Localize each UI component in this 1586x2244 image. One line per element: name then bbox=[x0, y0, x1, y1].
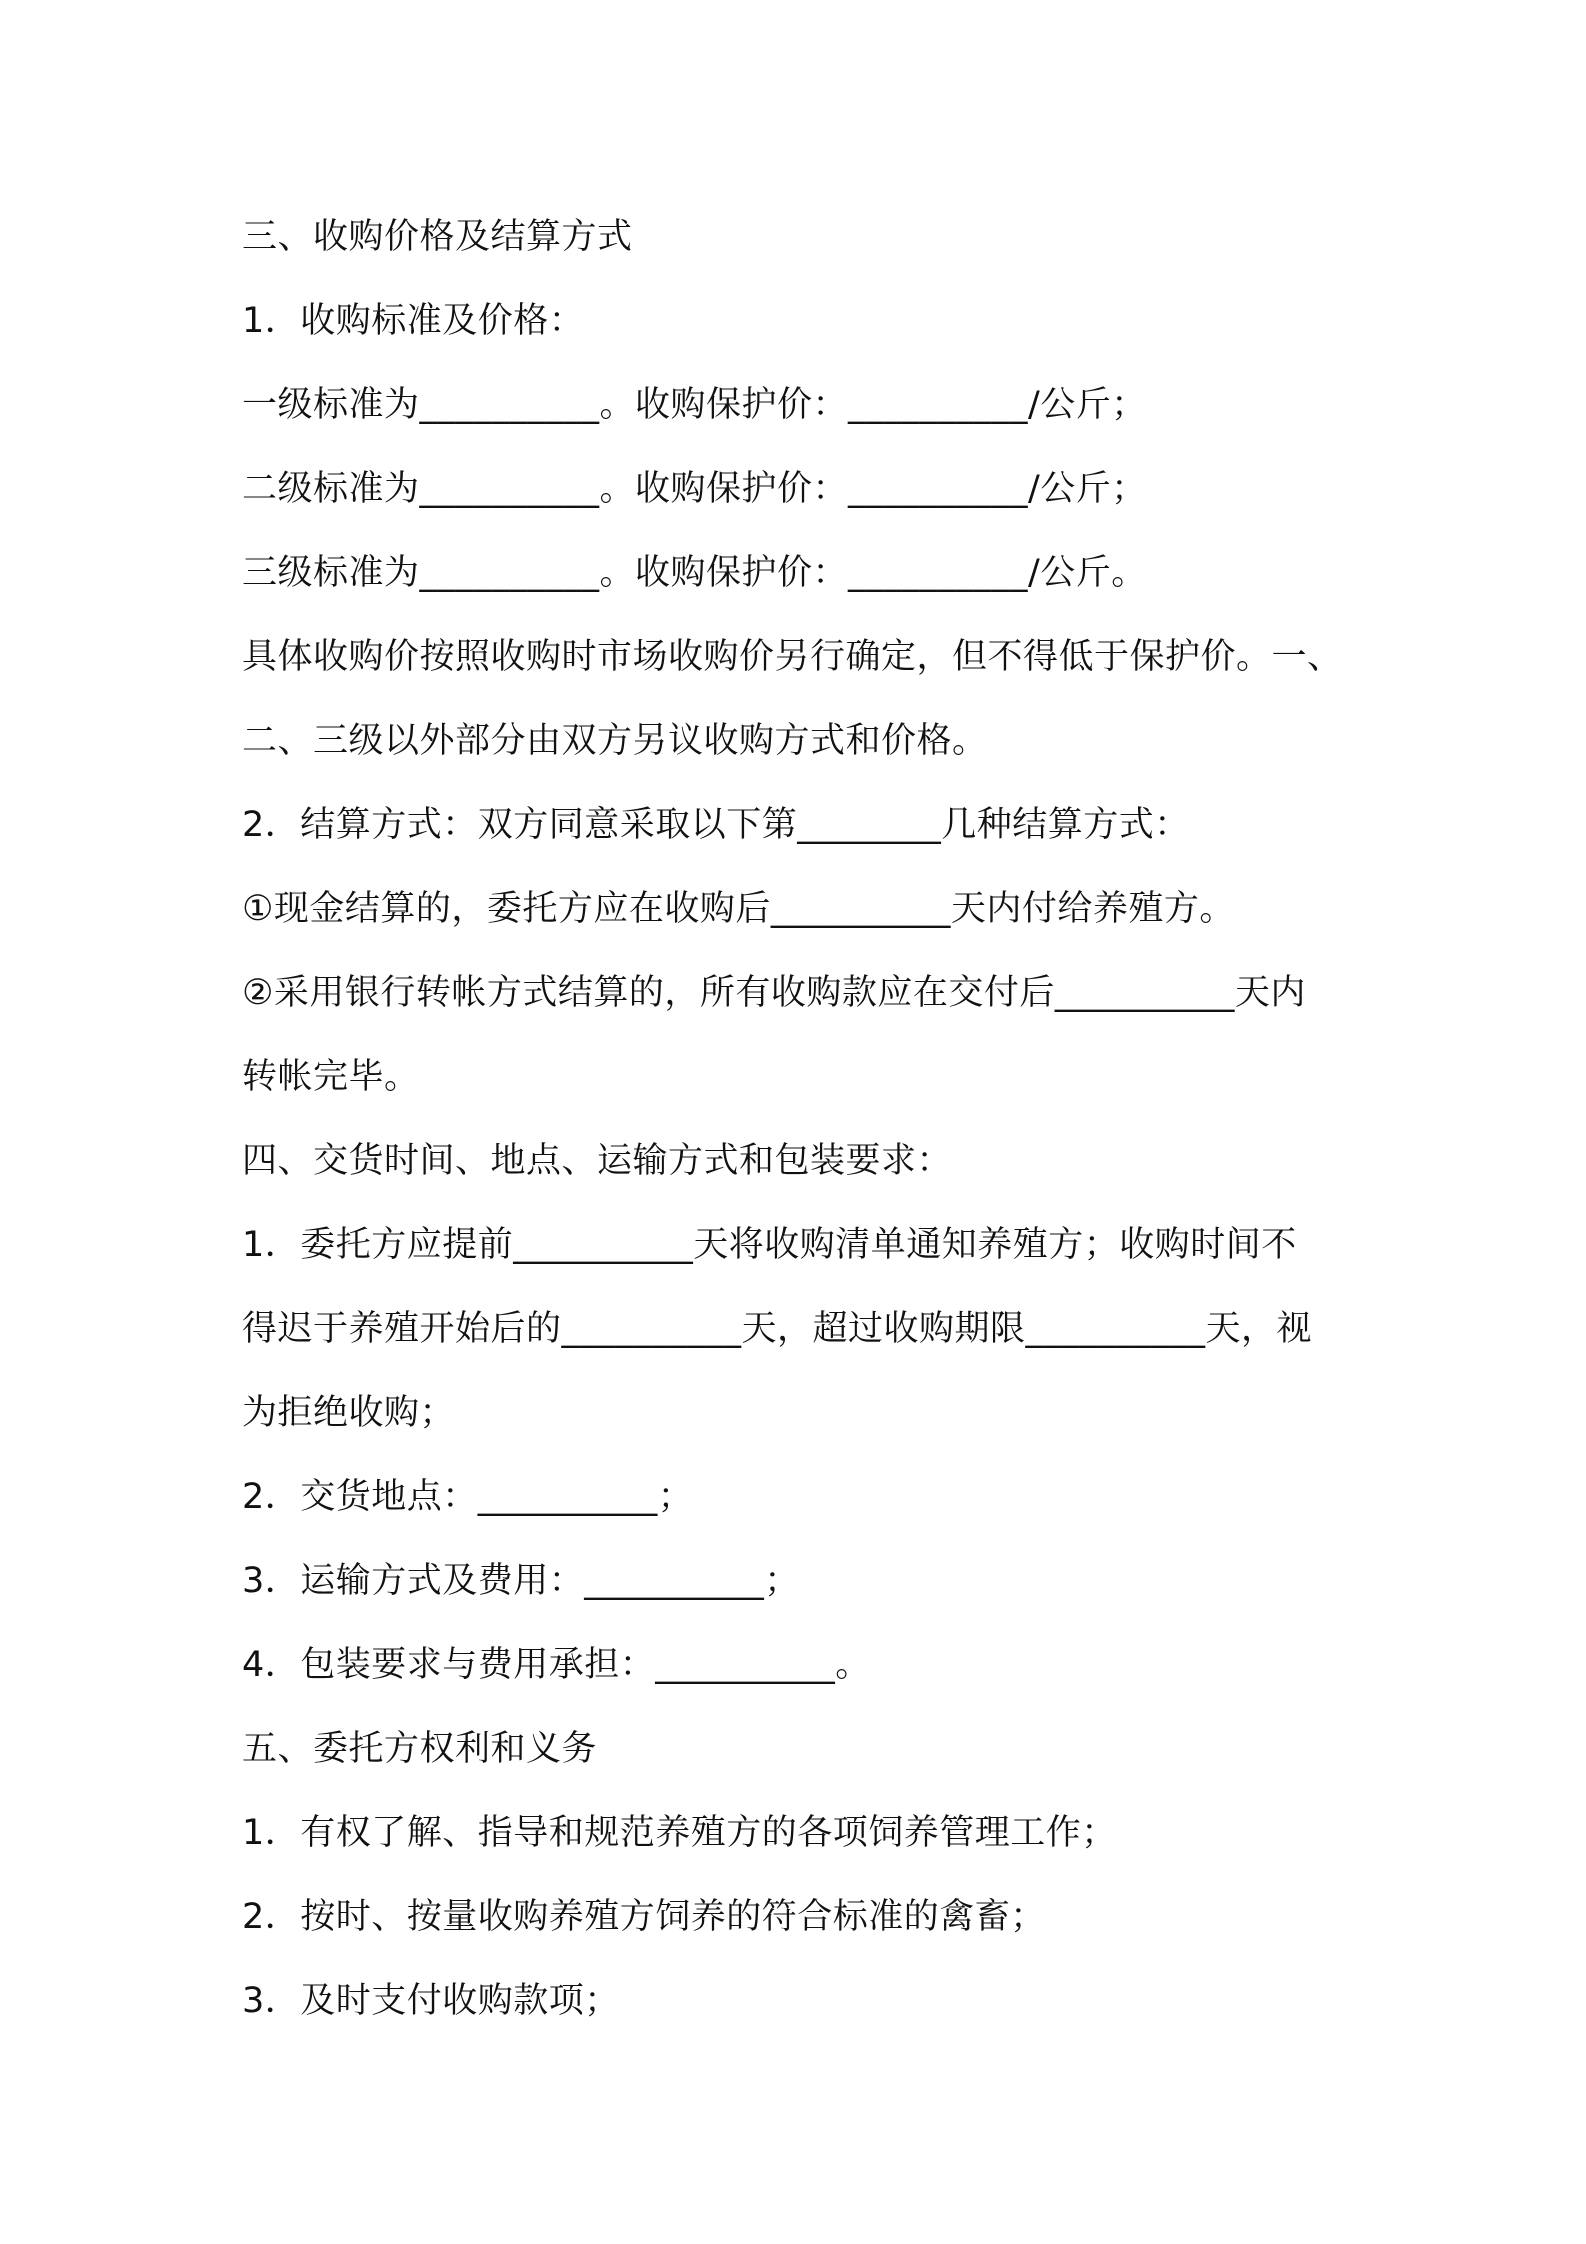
clause-4-4-packaging: 4．包装要求与费用承担：__________。 bbox=[242, 1645, 871, 1685]
grade-3-standard-line: 三级标准为__________。收购保护价：__________/公斤。 bbox=[242, 553, 1147, 593]
clause-5-2: 2．按时、按量收购养殖方饲养的符合标准的禽畜； bbox=[242, 1897, 1046, 1937]
price-note-line-1: 具体收购价按照收购时市场收购价另行确定，但不得低于保护价。一、 bbox=[242, 637, 1343, 677]
clause-4-1-line-3: 为拒绝收购； bbox=[242, 1393, 456, 1433]
clause-4-3-transport: 3．运输方式及费用：__________； bbox=[242, 1561, 800, 1601]
section-heading-5: 五、委托方权利和义务 bbox=[242, 1729, 598, 1769]
clause-5-3: 3．及时支付收购款项； bbox=[242, 1981, 620, 2021]
grade-2-standard-line: 二级标准为__________。收购保护价：__________/公斤； bbox=[242, 469, 1147, 509]
settlement-option-cash: ①现金结算的，委托方应在收购后__________天内付给养殖方。 bbox=[242, 889, 1235, 929]
price-note-line-2: 二、三级以外部分由双方另议收购方式和价格。 bbox=[242, 721, 988, 761]
clause-5-1: 1．有权了解、指导和规范养殖方的各项饲养管理工作； bbox=[242, 1813, 1117, 1853]
section-heading-4: 四、交货时间、地点、运输方式和包装要求： bbox=[242, 1141, 953, 1181]
clause-3-2-settlement: 2．结算方式：双方同意采取以下第________几种结算方式： bbox=[242, 805, 1190, 845]
clause-4-2-delivery-location: 2．交货地点：__________； bbox=[242, 1477, 694, 1517]
document-body bbox=[242, 195, 1362, 2043]
clause-3-1-heading: 1．收购标准及价格： bbox=[242, 301, 585, 341]
clause-4-1-line-2: 得迟于养殖开始后的__________天，超过收购期限__________天，视 bbox=[242, 1309, 1313, 1349]
clause-4-1-line-1: 1．委托方应提前__________天将收购清单通知养殖方；收购时间不 bbox=[242, 1225, 1297, 1265]
settlement-option-bank-line-2: 转帐完毕。 bbox=[242, 1057, 420, 1097]
settlement-option-bank-line-1: ②采用银行转帐方式结算的，所有收购款应在交付后__________天内 bbox=[242, 973, 1306, 1013]
section-heading-3: 三、收购价格及结算方式 bbox=[242, 217, 633, 257]
grade-1-standard-line: 一级标准为__________。收购保护价：__________/公斤； bbox=[242, 385, 1147, 425]
